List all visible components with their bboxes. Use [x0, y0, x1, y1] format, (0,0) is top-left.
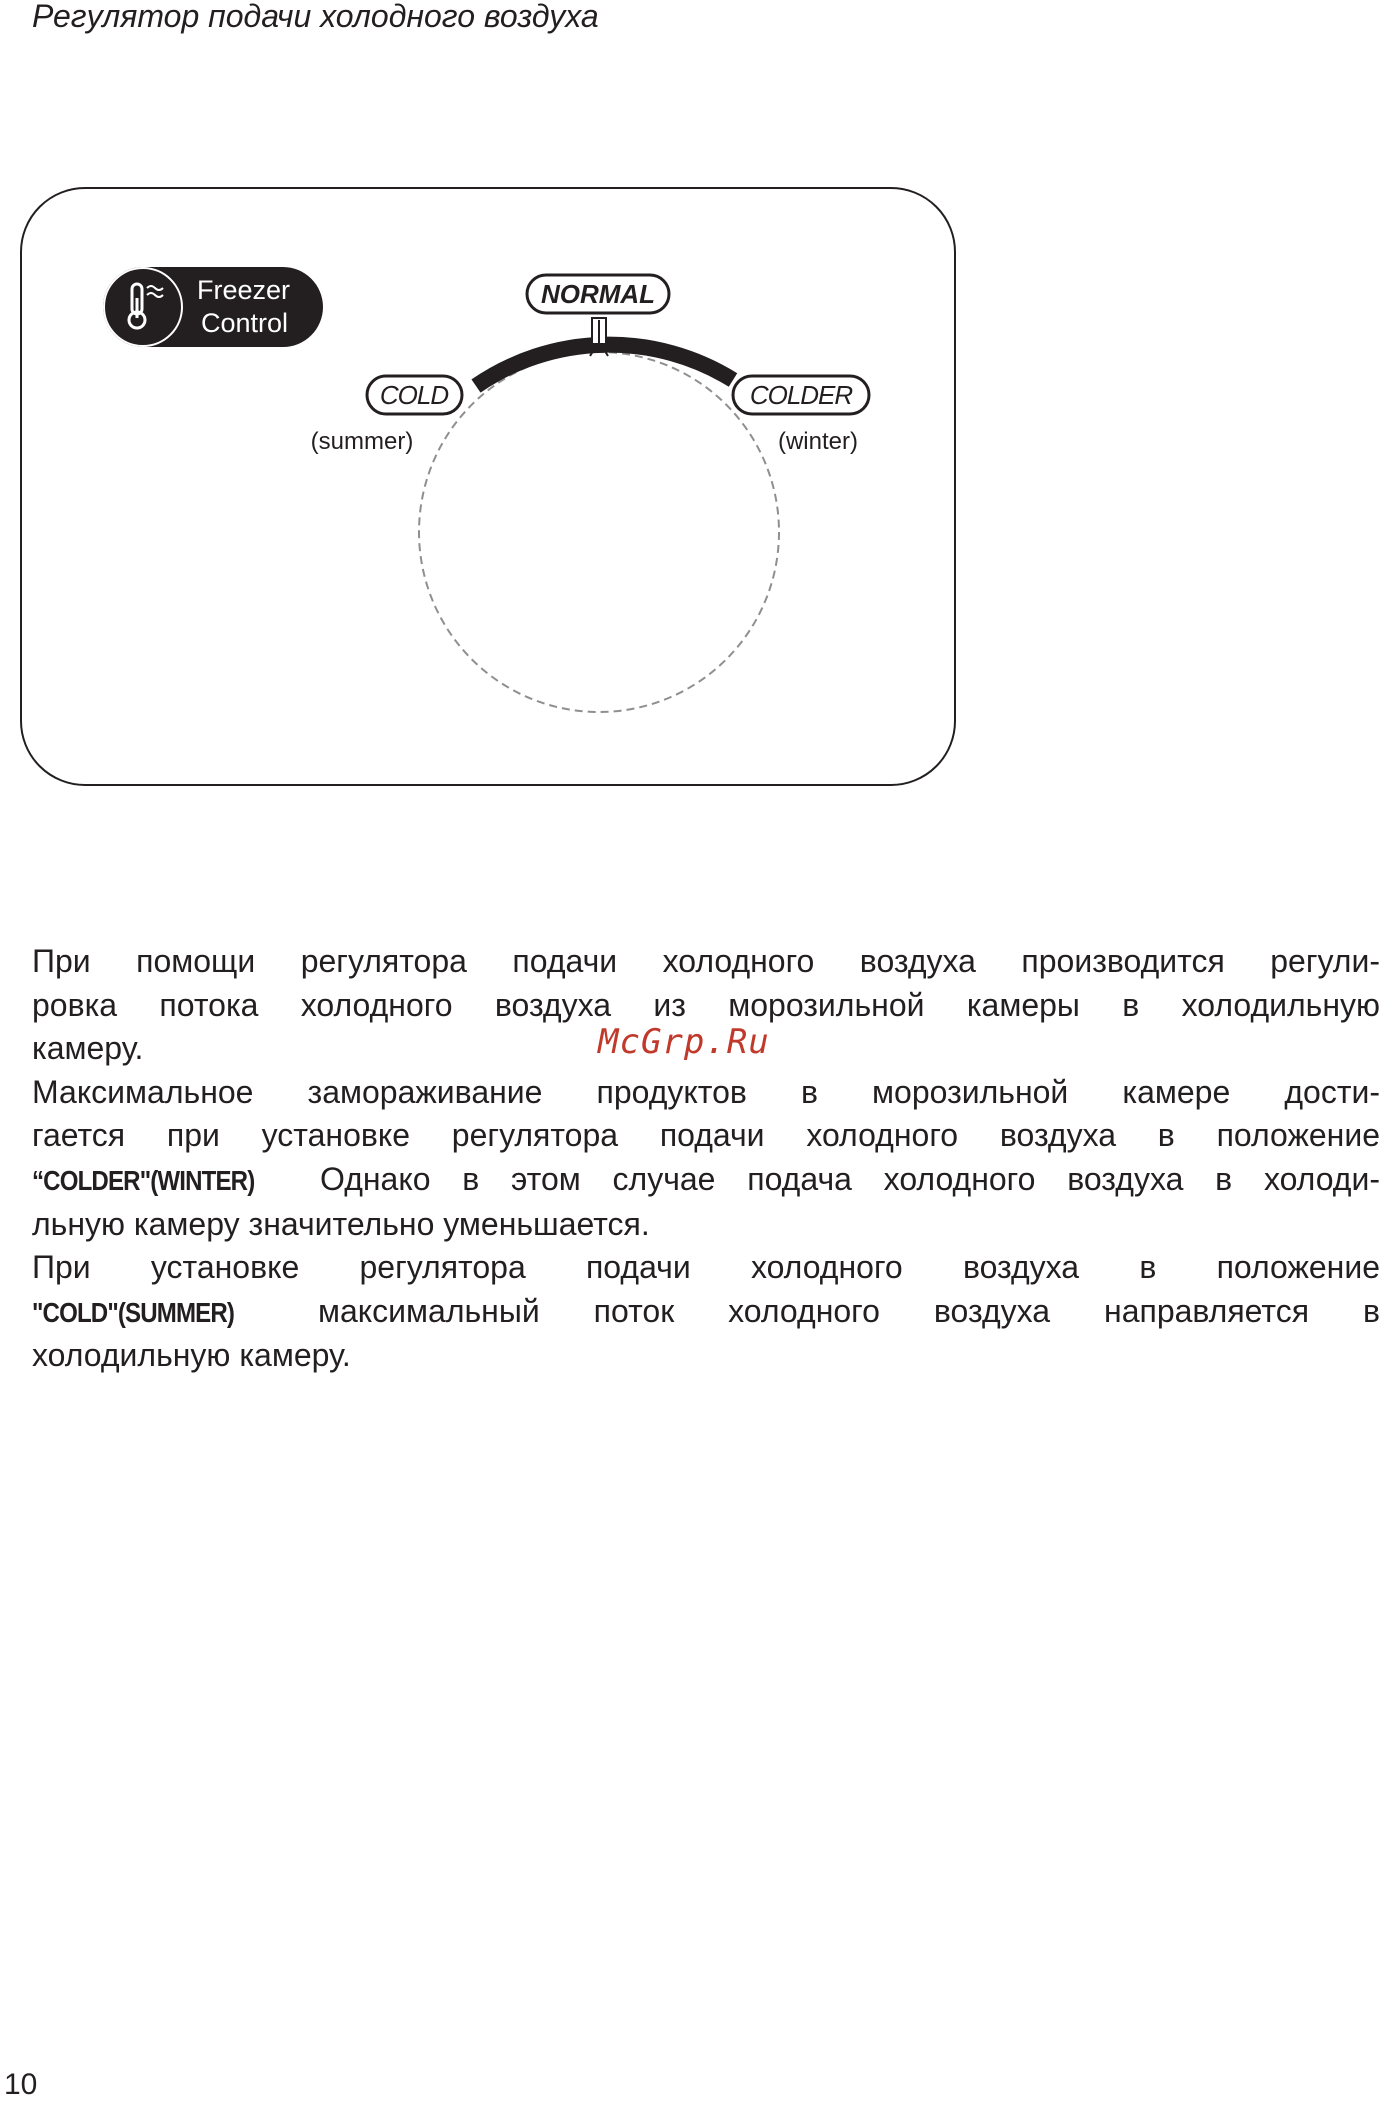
page-title: Регулятор подачи холодного воздуха [32, 0, 599, 34]
label-cold-text: COLD [379, 380, 449, 410]
badge-label-control: Control [201, 308, 289, 338]
paragraph-2 [32, 1071, 1380, 1246]
badge-label-freezer: Freezer [197, 275, 291, 305]
label-colder-text: COLDER [749, 380, 853, 410]
freezer-control-badge [103, 267, 323, 347]
label-cold [311, 376, 462, 455]
p2-line-3 [32, 1158, 1380, 1203]
label-cold-sub: (summer) [310, 428, 414, 455]
p3-line-1: При установке регулятора подачи холодного воздуха в положение [32, 1249, 1380, 1286]
p2-line-2: гается при установке регулятора подачи холодного воздуха в положение [32, 1117, 1380, 1154]
p3-line-2-rest: максимальный поток холодного воздуха направляется в [318, 1292, 1380, 1329]
p1-line-3: камеру. [32, 1030, 144, 1067]
dial-dashed-circle [419, 352, 779, 712]
freezer-control-diagram [0, 0, 1386, 800]
p2-line-3-rest: Однако в этом случае подача холодного воздуха в холоди- [320, 1160, 1380, 1197]
p2-line-1: Максимальное замораживание продуктов в морозильной камере дости- [32, 1073, 1380, 1110]
p1-line-1: При помощи регулятора подачи холодного воздуха производится регули- [32, 943, 1380, 979]
p1-line-2: ровка потока холодного воздуха из морозильной камеры в холодильную [32, 986, 1380, 1023]
body-text [32, 940, 1380, 1378]
label-colder [733, 376, 869, 455]
colder-winter-emphasis: “COLDER"(WINTER) [32, 1164, 255, 1196]
p2-line-4: льную камеру значительно уменьшается. [32, 1205, 650, 1242]
p3-line-3: холодильную камеру. [32, 1337, 351, 1374]
label-colder-sub: (winter) [777, 428, 859, 455]
cold-summer-emphasis: "COLD"(SUMMER) [32, 1296, 235, 1328]
page-number: 10 [4, 2068, 38, 2101]
p3-line-2 [32, 1290, 1380, 1335]
watermark: McGrp.Ru [598, 1022, 770, 1062]
label-normal [527, 275, 669, 313]
label-normal-text: NORMAL [540, 279, 656, 309]
paragraph-3 [32, 1246, 1380, 1378]
